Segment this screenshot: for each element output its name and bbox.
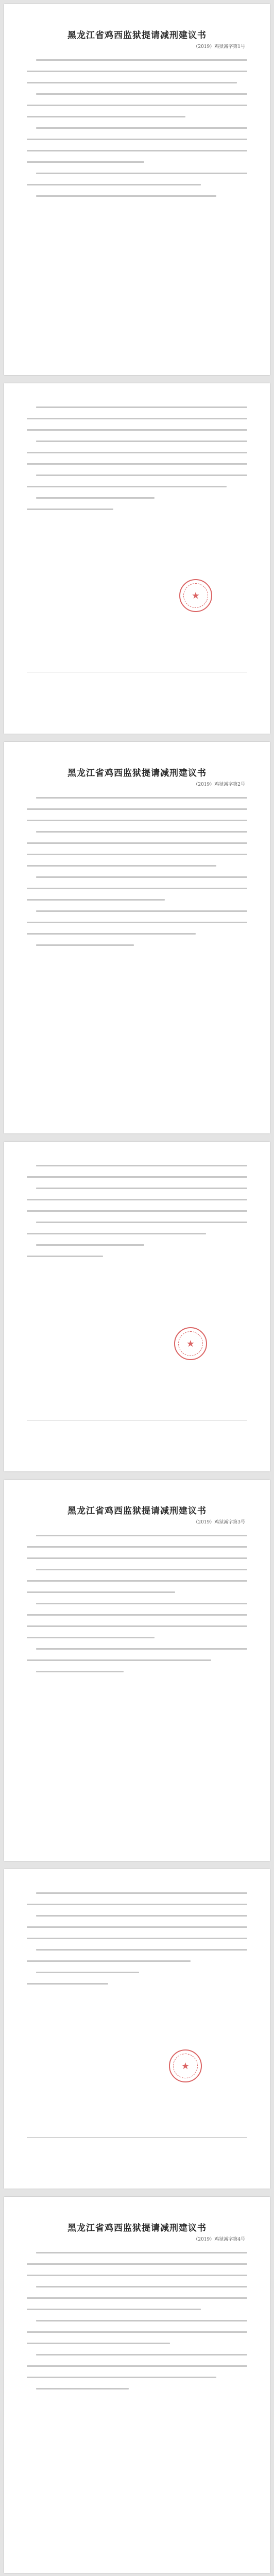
paragraph-line	[27, 1657, 247, 1664]
paragraph-line	[27, 1924, 247, 1930]
paragraph-line	[27, 1242, 247, 1248]
document-page-4	[4, 2197, 270, 2573]
paragraph-line	[27, 1555, 247, 1562]
paragraph-line	[27, 2261, 247, 2267]
document-page-3	[4, 1480, 270, 1861]
paragraph-line	[27, 2249, 247, 2256]
paragraph-line	[27, 1253, 247, 1260]
paragraph-line	[27, 1578, 247, 1584]
paragraph-line	[27, 472, 247, 479]
paragraph-line	[27, 193, 247, 199]
star-icon: ★	[181, 2061, 190, 2072]
paragraph-line	[27, 1946, 247, 1953]
paragraph-line	[27, 91, 247, 97]
paragraph-line	[27, 885, 247, 892]
paragraph-line	[27, 506, 247, 513]
document-page-1	[4, 4, 270, 375]
paragraph-line	[27, 1890, 247, 1896]
paragraph-line	[27, 1612, 247, 1618]
paragraph-line	[27, 170, 247, 177]
paragraph-line	[27, 2329, 247, 2335]
paragraph-line	[27, 1532, 247, 1539]
document-title: 黑龙江省鸡西监狱提请减刑建议书	[67, 2223, 207, 2233]
paragraph-line	[27, 1958, 247, 1964]
paragraph-line	[27, 1623, 247, 1630]
paragraph-line	[27, 1589, 247, 1596]
paragraph-line	[27, 2351, 247, 2358]
paragraph-line	[27, 483, 247, 490]
paragraph-line	[27, 840, 247, 846]
paragraph-line	[27, 1174, 247, 1180]
document-number: （2019）鸡狱减字第4号	[193, 2237, 245, 2242]
document-page-1-continued	[4, 383, 270, 734]
paragraph-line	[27, 942, 247, 948]
paragraph-line	[27, 1912, 247, 1919]
paragraph-line	[27, 908, 247, 914]
paragraph-line	[27, 930, 247, 937]
paragraph-line	[27, 427, 247, 433]
paragraph-line	[27, 438, 247, 445]
paragraph-line	[27, 1980, 247, 1987]
paragraph-line	[27, 147, 247, 154]
paragraph-line	[27, 2340, 247, 2347]
paragraph-line	[27, 1969, 247, 1976]
paragraph-line	[27, 851, 247, 858]
paragraph-line	[27, 1668, 247, 1675]
paragraph-line	[27, 794, 247, 801]
official-seal	[174, 1327, 207, 1360]
paragraph-line	[27, 1230, 247, 1237]
paragraph-line	[27, 1219, 247, 1226]
paragraph-line	[27, 1600, 247, 1607]
document-number: （2019）鸡狱减字第2号	[193, 782, 245, 787]
paragraph-line	[27, 449, 247, 456]
document-page-2-continued	[4, 1142, 270, 1471]
paragraph-line	[27, 1162, 247, 1169]
star-icon: ★	[191, 590, 200, 601]
paragraph-line	[27, 68, 247, 75]
document-title: 黑龙江省鸡西监狱提请减刑建议书	[67, 1506, 207, 1516]
paragraph-line	[27, 181, 247, 188]
paragraph-line	[27, 874, 247, 880]
document-page-3-continued	[4, 1869, 270, 2189]
document-title: 黑龙江省鸡西监狱提请减刑建议书	[67, 30, 207, 41]
paragraph-line	[27, 125, 247, 131]
paragraph-line	[27, 1196, 247, 1203]
paragraph-line	[27, 2306, 247, 2313]
paragraph-line	[27, 1208, 247, 1214]
document-number: （2019）鸡狱减字第1号	[193, 44, 245, 49]
paragraph-line	[27, 1901, 247, 1908]
paragraph-line	[27, 2295, 247, 2301]
divider	[27, 2137, 247, 2138]
paragraph-line	[27, 2317, 247, 2324]
paragraph-line	[27, 79, 247, 86]
paragraph-line	[27, 919, 247, 926]
paragraph-line	[27, 828, 247, 835]
paragraph-line	[27, 2363, 247, 2369]
paragraph-line	[27, 1566, 247, 1573]
official-seal	[169, 2049, 202, 2082]
document-title: 黑龙江省鸡西监狱提请减刑建议书	[67, 768, 207, 778]
paragraph-line	[27, 1544, 247, 1550]
paragraph-line	[27, 817, 247, 824]
paragraph-line	[27, 113, 247, 120]
paragraph-line	[27, 862, 247, 869]
paragraph-line	[27, 1185, 247, 1192]
document-page-2	[4, 742, 270, 1133]
paragraph-line	[27, 896, 247, 903]
paragraph-line	[27, 1646, 247, 1652]
paragraph-line	[27, 806, 247, 812]
paragraph-line	[27, 57, 247, 63]
paragraph-line	[27, 1634, 247, 1641]
star-icon: ★	[186, 1338, 195, 1349]
paragraph-line	[27, 2283, 247, 2290]
paragraph-line	[27, 2385, 247, 2392]
paragraph-line	[27, 1935, 247, 1942]
paragraph-line	[27, 415, 247, 422]
paragraph-line	[27, 495, 247, 501]
paragraph-line	[27, 159, 247, 165]
paragraph-line	[27, 102, 247, 109]
paragraph-line	[27, 461, 247, 467]
paragraph-line	[27, 2272, 247, 2279]
document-number: （2019）鸡狱减字第3号	[193, 1520, 245, 1525]
paragraph-line	[27, 404, 247, 411]
paragraph-line	[27, 136, 247, 143]
official-seal	[179, 579, 212, 612]
paragraph-line	[27, 2374, 247, 2381]
